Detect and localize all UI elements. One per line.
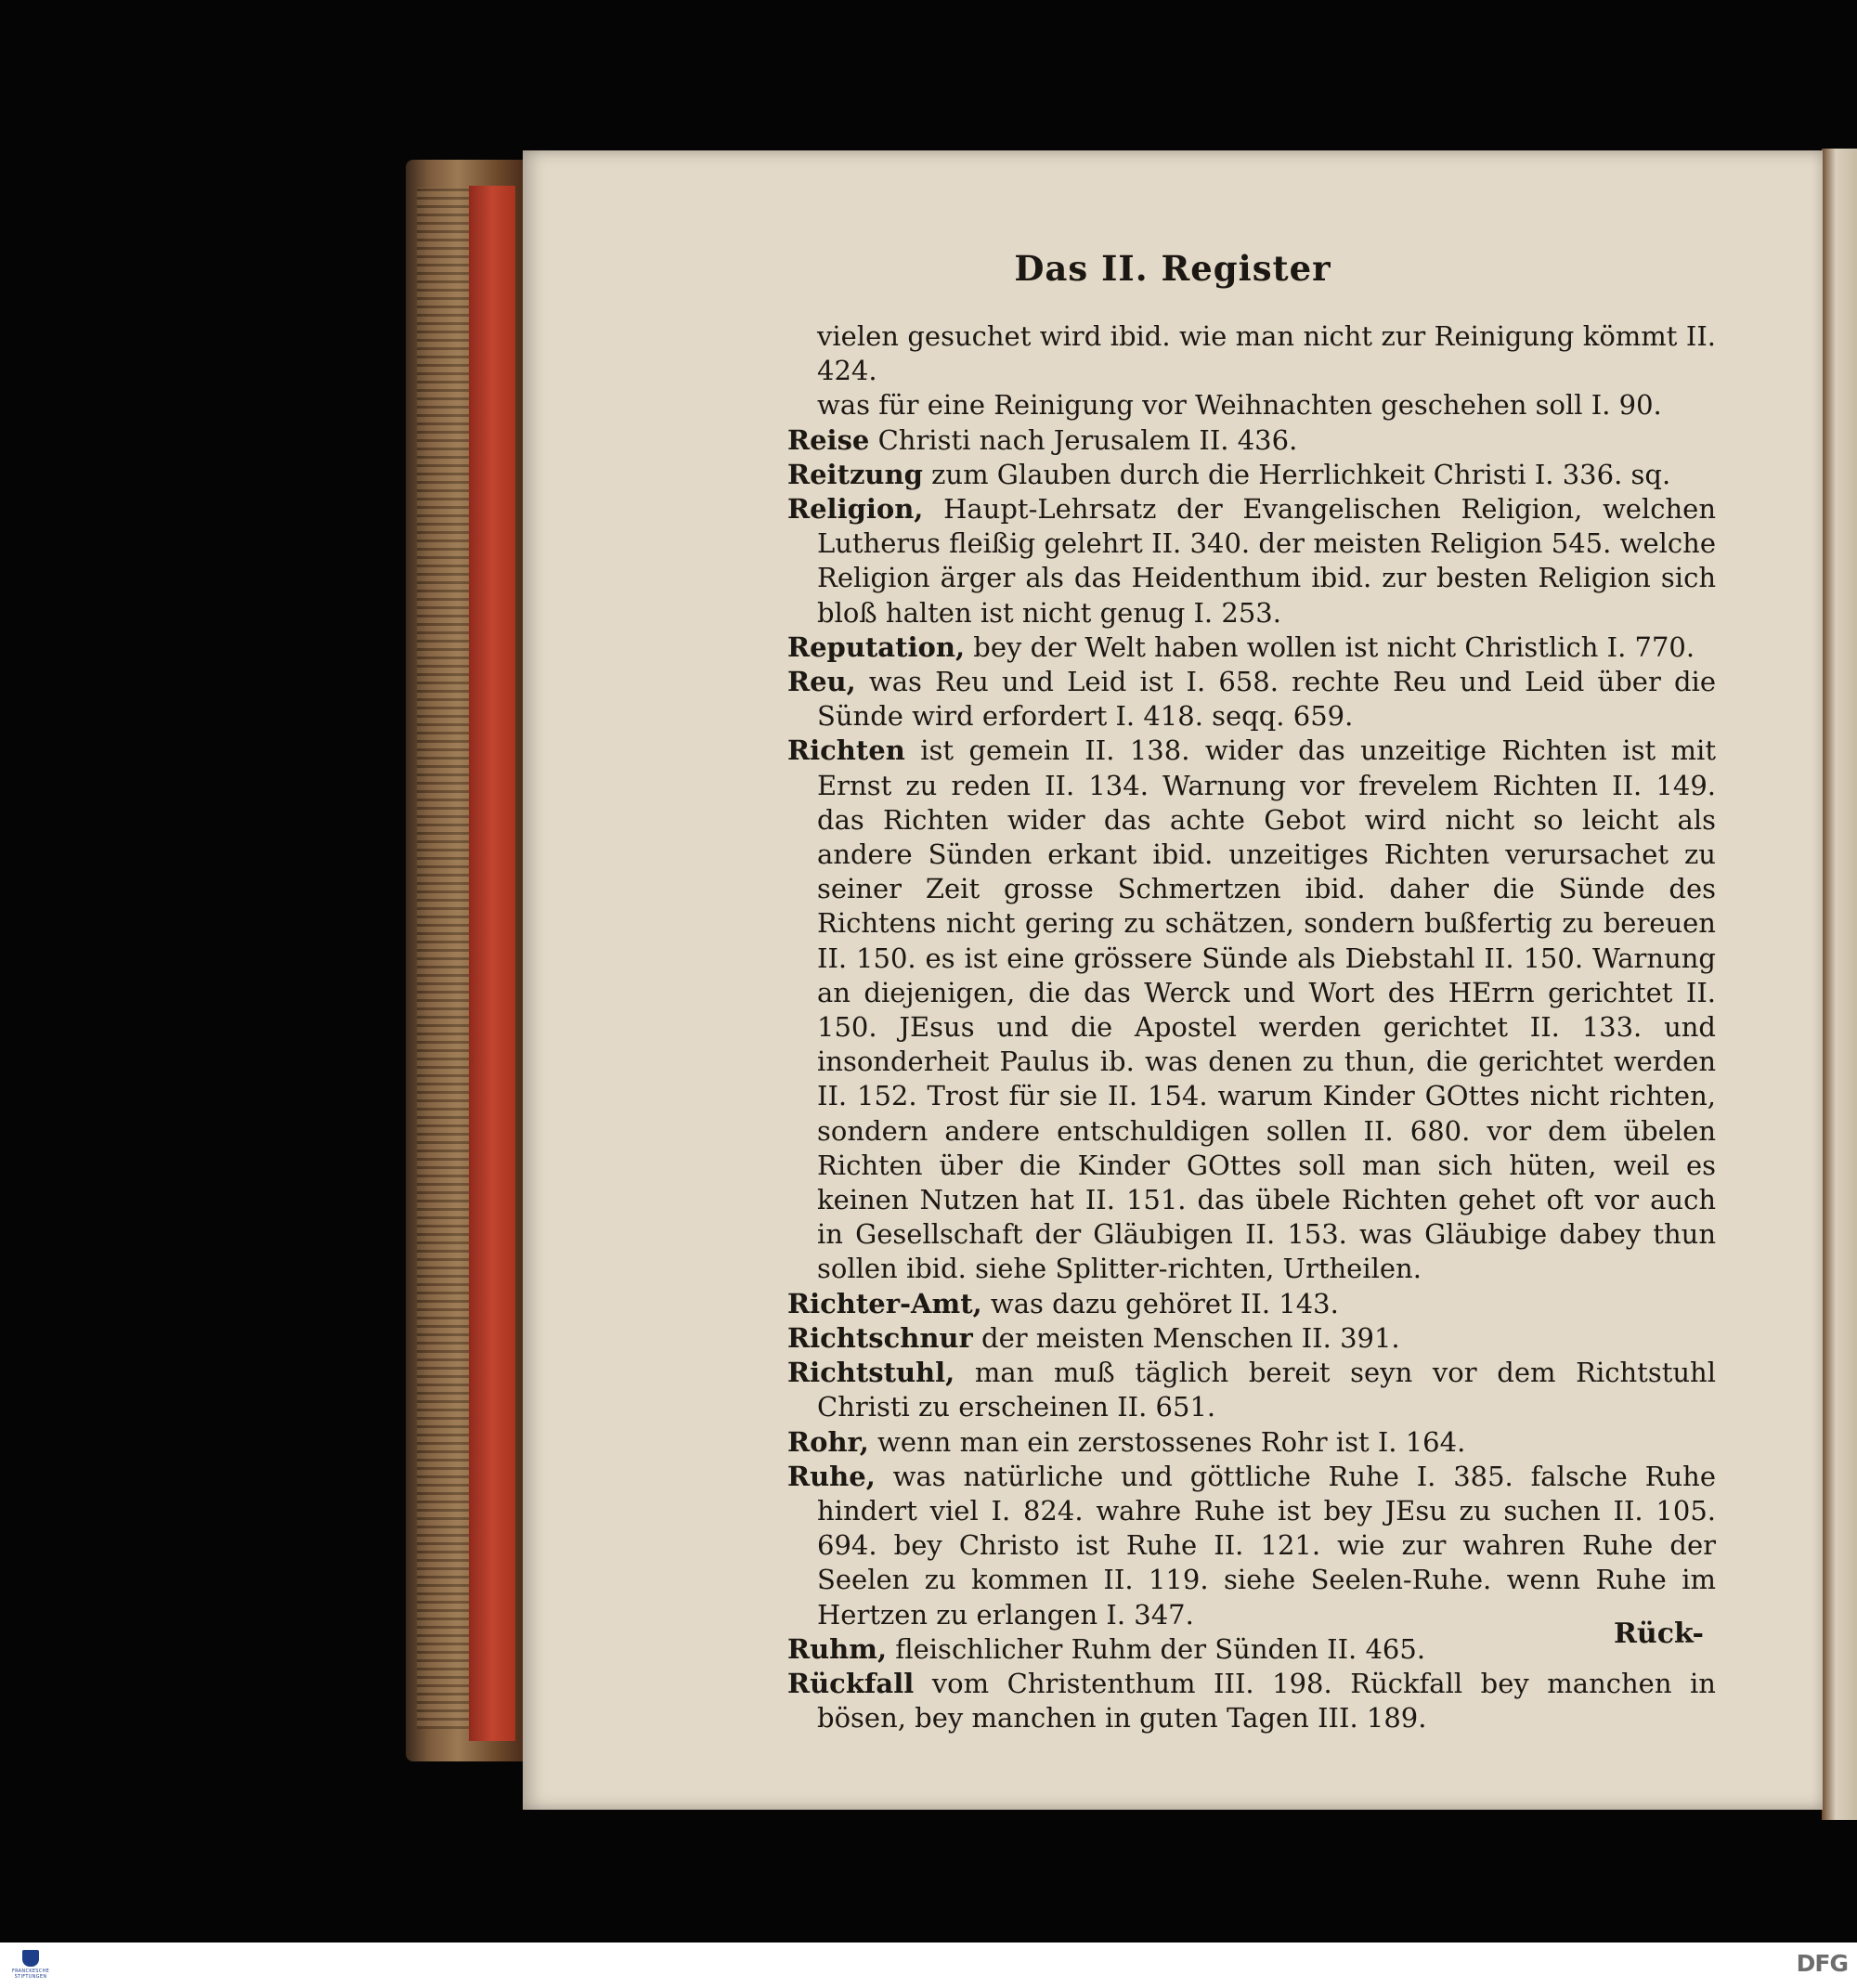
- entry-text: fleischlicher Ruhm der Sünden II. 465.: [887, 1632, 1426, 1665]
- entry-text: was Reu und Leid ist I. 658. rechte Reu und Leid über die Sünde wird erfordert I. 418. seqq. 659.: [817, 666, 1716, 733]
- entry-term: Rohr,: [787, 1425, 869, 1458]
- entry-term: Richtschnur: [787, 1321, 973, 1354]
- footer-bar: [0, 1943, 1857, 1988]
- register-entry: [787, 458, 1716, 492]
- book-page: [523, 150, 1823, 1810]
- register-entry: [787, 1460, 1716, 1632]
- facing-page-edge: [1822, 149, 1857, 1820]
- entry-text: was dazu gehöret II. 143.: [981, 1287, 1339, 1319]
- entry-term: Richtstuhl,: [787, 1357, 955, 1389]
- continuation-line: was für eine Reinigung vor Weihnachten geschehen soll I. 90.: [817, 389, 1662, 422]
- entry-text: Christi nach Jerusalem II. 436.: [869, 423, 1298, 456]
- entry-text: was natürliche und göttliche Ruhe I. 385. falsche Ruhe hindert viel I. 824. wahre Ruhe ist bey JEsu zu suchen II. 105. 694. bey Christo ist Ruhe II. 121. wie zur wahren Ruhe der Seelen zu kommen II. 119. siehe Seelen-Ruhe. wenn Ruhe im Hertzen zu erlangen I. 347.: [817, 1460, 1716, 1631]
- register-entry: [787, 1632, 1716, 1667]
- register-entry: [787, 1356, 1716, 1424]
- entry-text: Haupt-Lehrsatz der Evangelischen Religion, welchen Lutherus fleißig gelehrt II. 340. der meisten Religion 545. welche Religion ärger als das Heidenthum ibid. zur besten Religion sich bloß halten ist nicht genug I. 253.: [817, 493, 1716, 629]
- register-entry: [787, 1287, 1716, 1321]
- entry-term: Reise: [787, 423, 870, 456]
- marbled-cover: [417, 188, 473, 1729]
- catchword: Rück-: [1613, 1618, 1704, 1650]
- entry-term: Rückfall: [787, 1667, 915, 1699]
- continuation-line: vielen gesuchet wird ibid. wie man nicht zur Reinigung kömmt II. 424.: [817, 320, 1716, 387]
- entry-term: Reitzung: [787, 458, 923, 490]
- institution-logo-text: FRANCKESCHE STIFTUNGEN: [11, 1969, 50, 1980]
- entry-term: Ruhm,: [787, 1632, 888, 1665]
- register-entry: [787, 630, 1716, 665]
- register-entry: [787, 1667, 1716, 1735]
- register-entry: [787, 1321, 1716, 1356]
- entry-text: vom Christenthum III. 198. Rückfall bey manchen in bösen, bey manchen in guten Tagen III. 189.: [817, 1667, 1716, 1735]
- entry-term: Reputation,: [787, 630, 966, 663]
- register-entry: [787, 734, 1716, 1286]
- register-entry: [787, 1425, 1716, 1460]
- page-header: Das II. Register: [1014, 248, 1331, 289]
- register-entry: [787, 492, 1716, 630]
- entry-term: Ruhe,: [787, 1460, 876, 1492]
- register-entries: [787, 319, 1716, 1735]
- entry-text: der meisten Menschen II. 391.: [972, 1321, 1400, 1354]
- entry-text: wenn man ein zerstossenes Rohr ist I. 164.: [868, 1425, 1466, 1458]
- register-entry: [787, 665, 1716, 734]
- entry-term: Religion,: [787, 493, 924, 526]
- entry-text: bey der Welt haben wollen ist nicht Christlich I. 770.: [965, 630, 1695, 663]
- institution-logo: [9, 1945, 52, 1984]
- register-entry: [787, 423, 1716, 458]
- dfg-logo: DFG: [1796, 1950, 1848, 1977]
- entry-text: zum Glauben durch die Herrlichkeit Christi I. 336. sq.: [922, 458, 1671, 490]
- entry-text: man muß täglich bereit seyn vor dem Richtstuhl Christi zu erscheinen II. 651.: [817, 1357, 1716, 1423]
- red-page-edge: [469, 186, 515, 1741]
- entry-term: Richter-Amt,: [787, 1287, 982, 1319]
- entry-text: ist gemein II. 138. wider das unzeitige Richten ist mit Ernst zu reden II. 134. Warnung vor frevelem Richten II. 149. das Richten wider das achte Gebot wird nicht so leicht als andere Sünden erkant ibid. unzeitiges Richten verursachet zu seiner Zeit grosse Schmertzen ibid. daher die Sünde des Richtens nicht gering zu schätzen, sondern bußfertig zu bereuen II. 150. es ist eine grössere Sünde als Diebstahl II. 150. Warnung an diejenigen, die das Werck und Wort des HErrn gerichtet II. 150. JEsus und die Apostel werden gerichtet II. 133. und insonderheit Paulus ib. was denen zu thun, die gerichtet werden II. 152. Trost für sie II. 154. warum Kinder GOttes nicht richten, sondern andere entschuldigen sollen II. 680. vor dem übelen Richten über die Kinder GOttes soll man sich hüten, weil es keinen Nutzen hat II. 151. das übele Richten gehet oft vor auch in Gesellschaft der Gläubigen II. 153. was Gläubige dabey thun sollen ibid. siehe Splitter-richten, Urtheilen.: [817, 734, 1716, 1285]
- crest-icon: [22, 1950, 39, 1967]
- entry-term: Richten: [787, 734, 905, 767]
- entry-term: Reu,: [787, 666, 856, 698]
